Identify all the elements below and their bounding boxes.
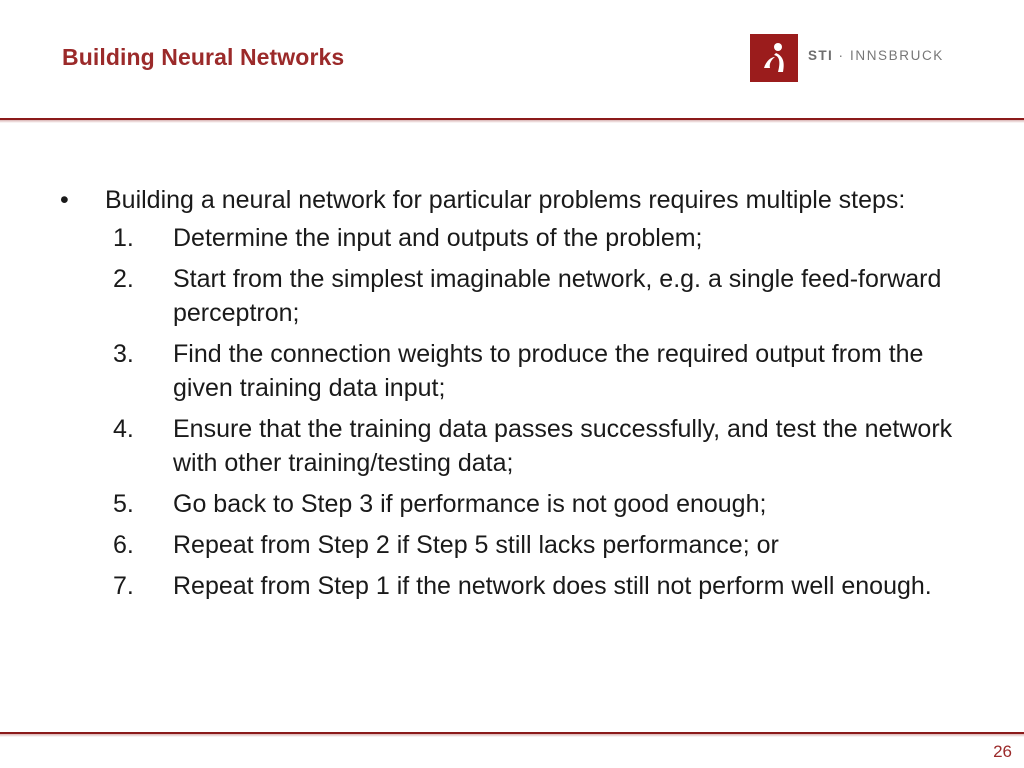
sti-innsbruck-logo bbox=[750, 34, 980, 82]
list-item bbox=[60, 412, 980, 480]
steps-list bbox=[60, 221, 980, 603]
list-item bbox=[60, 221, 980, 255]
page-number: 26 bbox=[993, 742, 1012, 761]
slide-body bbox=[60, 183, 980, 610]
bullet-text: Building a neural network for particular problems requires multiple steps: bbox=[105, 186, 906, 214]
step-text: Determine the input and outputs of the problem; bbox=[173, 224, 703, 252]
step-number: 1. bbox=[113, 224, 134, 252]
step-number: 6. bbox=[113, 531, 134, 559]
step-number: 4. bbox=[113, 415, 134, 443]
list-item bbox=[60, 487, 980, 521]
logo-brand-bold: STI bbox=[808, 48, 834, 63]
step-text: Go back to Step 3 if performance is not good enough; bbox=[173, 490, 767, 518]
logo-wordmark bbox=[808, 48, 944, 63]
step-text: Ensure that the training data passes successfully, and test the network with other training/testing data; bbox=[173, 415, 953, 477]
list-item bbox=[60, 337, 980, 405]
list-item bbox=[60, 528, 980, 562]
footer-divider-shadow bbox=[0, 734, 1024, 737]
slide-title: Building Neural Networks bbox=[62, 44, 345, 70]
step-text: Repeat from Step 2 if Step 5 still lacks performance; or bbox=[173, 531, 779, 559]
step-text: Repeat from Step 1 if the network does still not perform well enough. bbox=[173, 572, 932, 600]
step-number: 2. bbox=[113, 265, 134, 293]
bullet-item bbox=[60, 183, 980, 217]
list-item bbox=[60, 569, 980, 603]
step-text: Start from the simplest imaginable network, e.g. a single feed-forward perceptron; bbox=[173, 265, 942, 327]
step-text: Find the connection weights to produce the required output from the given training data input; bbox=[173, 340, 924, 402]
step-number: 7. bbox=[113, 572, 134, 600]
sti-logo-icon bbox=[750, 34, 798, 82]
header-divider-shadow bbox=[0, 120, 1024, 123]
list-item bbox=[60, 262, 980, 330]
logo-brand-rest: · INNSBRUCK bbox=[833, 48, 944, 63]
bullet-mark: • bbox=[60, 186, 69, 214]
step-number: 3. bbox=[113, 340, 134, 368]
step-number: 5. bbox=[113, 490, 134, 518]
